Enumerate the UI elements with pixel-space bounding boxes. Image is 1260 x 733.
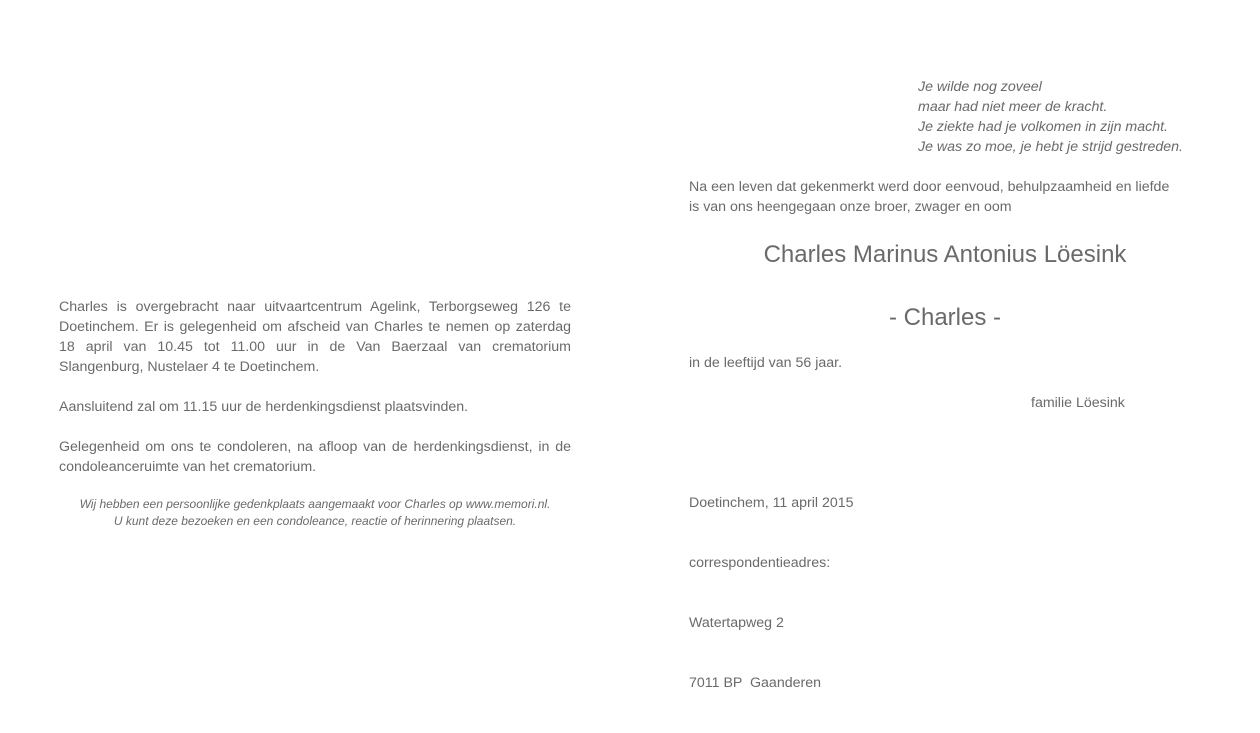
paragraph-viewing: Charles is overgebracht naar uitvaartcentrum Agelink, Terborgseweg 126 te Doetinchem. Er is gelegenheid om afscheid van Charles te nemen op zaterdag 18 april van 10.45 tot 11.00 uur in de Van Baerzaal van crematorium Slangenburg, Nustelaer 4 te Doetinchem. (59, 299, 571, 375)
address-line-3: Watertapweg 2 (689, 615, 784, 631)
address-line-4: 7011 BP Gaanderen (689, 675, 821, 691)
deceased-full-name: Charles Marinus Antonius Löesink (763, 241, 1127, 268)
address-line-1: Doetinchem, 11 april 2015 (689, 495, 854, 511)
age-line: in de leeftijd van 56 jaar. (689, 355, 843, 371)
poem-line-2: maar had niet meer de kracht. (918, 99, 1108, 115)
memori-note-line-2: U kunt deze bezoeken en een condoleance, reactie of herinnering plaatsen. (113, 514, 517, 528)
service-details (59, 297, 571, 477)
memori-note-line-1: Wij hebben een persoonlijke gedenkplaats aangemaakt voor Charles op www.memori.nl. (79, 497, 551, 511)
intro-text (689, 177, 1209, 217)
correspondence-address (689, 453, 854, 733)
right-page (630, 0, 1260, 691)
poem (918, 77, 1183, 157)
poem-line-1: Je wilde nog zoveel (918, 79, 1042, 95)
intro-line-1: Na een leven dat gekenmerkt werd door eenvoud, behulpzaamheid en liefde (689, 179, 1170, 195)
paragraph-condolences: Gelegenheid om ons te condoleren, na afloop van de herdenkingsdienst, in de condoleanceruimte van het crematorium. (59, 439, 571, 475)
poem-line-4: Je was zo moe, je hebt je strijd gestreden. (918, 139, 1183, 155)
left-page (0, 0, 630, 630)
memori-note (59, 496, 571, 530)
paragraph-service: Aansluitend zal om 11.15 uur de herdenkingsdienst plaatsvinden. (59, 399, 469, 415)
intro-line-2: is van ons heengegaan onze broer, zwager en oom (689, 199, 1012, 215)
deceased-nickname: - Charles - (888, 304, 1002, 331)
address-line-2: correspondentieadres: (689, 555, 831, 571)
family-signature: familie Löesink (1031, 395, 1125, 411)
poem-line-3: Je ziekte had je volkomen in zijn macht. (918, 119, 1168, 135)
